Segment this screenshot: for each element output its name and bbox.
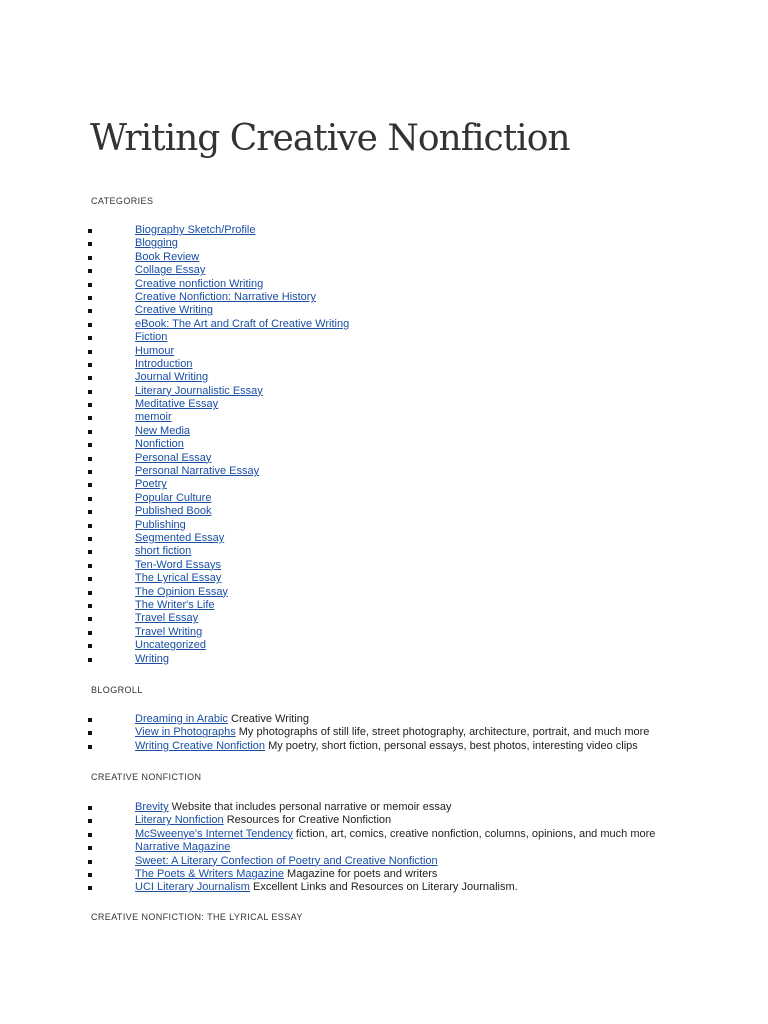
category-item — [0, 452, 349, 465]
creative-nonfiction-heading: CREATIVE NONFICTION — [91, 772, 202, 782]
bullet-icon — [88, 604, 92, 608]
creative-nonfiction-item-description: fiction, art, comics, creative nonfiction, columns, opinions, and much more — [292, 827, 656, 840]
category-item — [0, 224, 349, 237]
bullet-icon — [88, 242, 92, 246]
category-item — [0, 465, 349, 478]
category-item — [0, 626, 349, 639]
bullet-icon — [88, 846, 92, 850]
blogroll-item-link[interactable]: Writing Creative Nonfiction — [135, 739, 266, 752]
creative-nonfiction-item-link[interactable]: UCI Literary Journalism — [135, 881, 250, 894]
category-item-link[interactable]: The Lyrical Essay — [135, 572, 222, 585]
page-title: Writing Creative Nonfiction — [90, 118, 570, 159]
category-item — [0, 318, 349, 331]
lyrical-essay-heading: CREATIVE NONFICTION: THE LYRICAL ESSAY — [91, 912, 303, 922]
bullet-icon — [88, 577, 92, 581]
blogroll-item-description: My photographs of still life, street photography, architecture, portrait, and much more — [235, 726, 650, 739]
category-item — [0, 478, 349, 491]
bullet-icon — [88, 363, 92, 367]
category-item-link[interactable]: Segmented Essay — [135, 531, 225, 544]
category-item-link[interactable]: Meditative Essay — [135, 398, 219, 411]
bullet-icon — [88, 591, 92, 595]
bullet-icon — [88, 229, 92, 233]
creative-nonfiction-item-link[interactable]: Brevity — [135, 801, 169, 813]
category-item — [0, 519, 349, 532]
category-item — [0, 251, 349, 264]
creative-nonfiction-item-link[interactable]: McSweenye's Internet Tendency — [135, 827, 293, 840]
blogroll-list — [0, 713, 649, 753]
bullet-icon — [88, 483, 92, 487]
category-item-link[interactable]: Publishing — [135, 518, 186, 531]
bullet-icon — [88, 336, 92, 340]
categories-heading: CATEGORIES — [91, 196, 154, 206]
category-item — [0, 237, 349, 250]
bullet-icon — [88, 860, 92, 864]
category-item-link[interactable]: Personal Essay — [135, 451, 212, 464]
category-item — [0, 599, 349, 612]
bullet-icon — [88, 806, 92, 810]
bullet-icon — [88, 819, 92, 823]
category-item-link[interactable]: Writing — [135, 652, 170, 665]
blogroll-item — [0, 740, 649, 753]
creative-nonfiction-item-link[interactable]: Narrative Magazine — [135, 841, 231, 854]
blogroll-item — [0, 726, 649, 739]
category-item-link[interactable]: Humour — [135, 344, 175, 357]
category-item — [0, 398, 349, 411]
bullet-icon — [88, 390, 92, 394]
category-item — [0, 653, 349, 666]
category-item-link[interactable]: Nonfiction — [135, 438, 184, 451]
creative-nonfiction-item-link[interactable]: Sweet: A Literary Confection of Poetry and Creative Nonfiction — [135, 854, 438, 867]
category-item — [0, 371, 349, 384]
category-item-link[interactable]: Published Book — [135, 505, 212, 518]
bullet-icon — [88, 886, 92, 890]
bullet-icon — [88, 470, 92, 474]
category-item — [0, 345, 349, 358]
category-item — [0, 639, 349, 652]
creative-nonfiction-item-description: Website that includes personal narrative or memoir essay — [168, 801, 452, 813]
creative-nonfiction-item-description: Resources for Creative Nonfiction — [223, 814, 392, 827]
bullet-icon — [88, 296, 92, 300]
bullet-icon — [88, 833, 92, 837]
category-item — [0, 532, 349, 545]
category-item-link[interactable]: Biography Sketch/Profile — [135, 224, 256, 236]
category-item — [0, 331, 349, 344]
creative-nonfiction-item-description: Magazine for poets and writers — [283, 867, 438, 880]
creative-nonfiction-item — [0, 855, 655, 868]
creative-nonfiction-item — [0, 814, 655, 827]
category-item-link[interactable]: Literary Journalistic Essay — [135, 384, 263, 397]
creative-nonfiction-item — [0, 801, 655, 814]
category-item-link[interactable]: Uncategorized — [135, 639, 206, 652]
category-item-link[interactable]: Popular Culture — [135, 491, 212, 504]
category-item-link[interactable]: Creative Writing — [135, 304, 214, 317]
bullet-icon — [88, 873, 92, 877]
category-item-link[interactable]: memoir — [135, 411, 172, 424]
bullet-icon — [88, 283, 92, 287]
bullet-icon — [88, 718, 92, 722]
bullet-icon — [88, 537, 92, 541]
creative-nonfiction-item — [0, 868, 655, 881]
category-item — [0, 505, 349, 518]
category-item — [0, 411, 349, 424]
category-item-link[interactable]: Personal Narrative Essay — [135, 465, 260, 478]
category-item-link[interactable]: Blogging — [135, 237, 178, 250]
bullet-icon — [88, 457, 92, 461]
bullet-icon — [88, 550, 92, 554]
blogroll-item-description: My poetry, short fiction, personal essays, best photos, interesting video clips — [265, 739, 638, 752]
category-item-link[interactable]: Book Review — [135, 250, 200, 263]
category-item-link[interactable]: Travel Essay — [135, 612, 199, 625]
category-item — [0, 264, 349, 277]
bullet-icon — [88, 510, 92, 514]
bullet-icon — [88, 416, 92, 420]
bullet-icon — [88, 443, 92, 447]
bullet-icon — [88, 497, 92, 501]
bullet-icon — [88, 644, 92, 648]
category-item — [0, 545, 349, 558]
creative-nonfiction-item-link[interactable]: The Poets & Writers Magazine — [135, 867, 284, 880]
category-item — [0, 559, 349, 572]
categories-list — [0, 224, 349, 666]
category-item — [0, 358, 349, 371]
category-item — [0, 291, 349, 304]
creative-nonfiction-item-link[interactable]: Literary Nonfiction — [135, 814, 224, 827]
bullet-icon — [88, 350, 92, 354]
bullet-icon — [88, 564, 92, 568]
category-item — [0, 586, 349, 599]
bullet-icon — [88, 403, 92, 407]
category-item-link[interactable]: The Opinion Essay — [135, 585, 228, 598]
bullet-icon — [88, 256, 92, 260]
bullet-icon — [88, 631, 92, 635]
category-item — [0, 304, 349, 317]
bullet-icon — [88, 269, 92, 273]
category-item — [0, 278, 349, 291]
blogroll-heading: BLOGROLL — [91, 685, 143, 695]
category-item-link[interactable]: Creative nonfiction Writing — [135, 277, 264, 290]
category-item-link[interactable]: New Media — [135, 424, 191, 437]
category-item-link[interactable]: Travel Writing — [135, 625, 203, 638]
creative-nonfiction-list — [0, 801, 655, 895]
category-item — [0, 572, 349, 585]
bullet-icon — [88, 524, 92, 528]
category-item-link[interactable]: Poetry — [135, 478, 167, 491]
bullet-icon — [88, 430, 92, 434]
blogroll-item-description: Creative Writing — [227, 713, 310, 725]
category-item — [0, 492, 349, 505]
category-item-link[interactable]: The Writer's Life — [135, 598, 215, 611]
creative-nonfiction-item — [0, 828, 655, 841]
category-item-link[interactable]: Creative Nonfiction: Narrative History — [135, 290, 316, 303]
category-item-link[interactable]: Collage Essay — [135, 264, 206, 277]
bullet-icon — [88, 309, 92, 313]
category-item-link[interactable]: short fiction — [135, 545, 192, 558]
bullet-icon — [88, 376, 92, 380]
creative-nonfiction-item-description: Excellent Links and Resources on Literary Journalism. — [249, 881, 518, 894]
blogroll-item-link[interactable]: Dreaming in Arabic — [135, 713, 228, 725]
category-item-link[interactable]: Introduction — [135, 357, 193, 370]
category-item — [0, 385, 349, 398]
creative-nonfiction-item — [0, 841, 655, 854]
category-item — [0, 425, 349, 438]
category-item-link[interactable]: eBook: The Art and Craft of Creative Writing — [135, 317, 350, 330]
bullet-icon — [88, 745, 92, 749]
blogroll-item — [0, 713, 649, 726]
creative-nonfiction-item — [0, 881, 655, 894]
bullet-icon — [88, 323, 92, 327]
category-item-link[interactable]: Ten-Word Essays — [135, 558, 221, 571]
category-item-link[interactable]: Fiction — [135, 331, 168, 344]
category-item — [0, 438, 349, 451]
bullet-icon — [88, 731, 92, 735]
bullet-icon — [88, 617, 92, 621]
blogroll-item-link[interactable]: View in Photographs — [135, 726, 236, 739]
category-item-link[interactable]: Journal Writing — [135, 371, 209, 384]
category-item — [0, 612, 349, 625]
bullet-icon — [88, 658, 92, 662]
